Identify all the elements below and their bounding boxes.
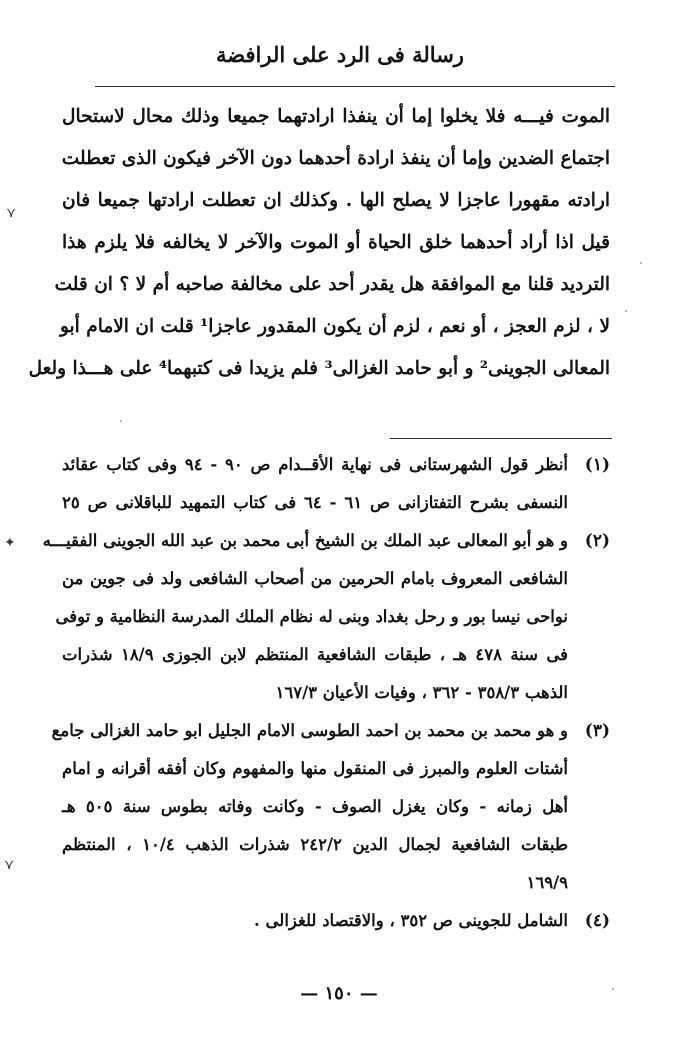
text-line: قيل اذا أراد أحدهما خلق الحياة أو الموت والآخر لا يخالفه فلا يلزم هذا [62,232,610,253]
footnote-1 [62,446,610,522]
footnote-line: النسفى بشرح التفتازانى ص ٦١ - ٦٤ فى كتاب التمهيد للباقلانى ص ٢٥ [62,493,568,512]
header-rule [95,86,615,87]
footnotes [42,446,610,940]
scan-speck [625,310,627,312]
footnote-2 [42,522,610,712]
scan-speck [612,988,614,990]
text-line: لا ، لزم العجز ، أو نعم ، لزم أن يكون المقدور عاجزا¹ قلت ان الامام أبو [59,316,610,337]
footnote-line: أشتات العلوم والمبرز فى المنقول منها والمفهوم وكان أفقه أقرانه و امام [62,759,568,778]
margin-mark: ⋎ [4,857,15,873]
footnote-line: و هو محمد بن محمد بن احمد الطوسى الامام الجليل ابو حامد الغزالى جامع [51,721,568,740]
footnote-separator [390,438,612,439]
footnote-line: أنظر قول الشهرستانى فى نهاية الأقــدام ص ٩٠ - ٩٤ وفى كتاب عقائد [62,455,568,474]
footnote-line: أهل زمانه - وكان يغزل الصوف - وكانت وفاته بطوس سنة ٥٠٥ هـ [62,797,568,816]
scan-speck [120,420,122,422]
scan-speck [640,262,642,264]
footnote-line: الشافعى المعروف بامام الحرمين من أصحاب الشافعى ولد فى جوين من [62,569,568,588]
text-line: المعالى الجوينى² و أبو حامد الغزالى³ فلم يزيدا فى كتبهما⁴ على هـــذا ولعل [28,358,610,379]
text-line: الموت فيـــه فلا يخلوا إما أن ينفذا ارادتهما جميعا وذلك محال لاستحال [62,106,610,127]
footnote-number: (٤) [584,911,610,931]
footnote-4 [62,902,610,940]
margin-mark: ⋎ [6,205,17,221]
footnote-line: طبقات الشافعية لجمال الدين ٢٤٢/٢ شذرات الذهب ١٠/٤ ، المنتظم [62,835,568,854]
footnote-line: و هو أبو المعالى عبد الملك بن الشيخ أبى محمد بن عبد الله الجوينى الفقيـــه [42,531,568,550]
footnote-number: (١) [584,455,610,475]
footnote-line: الذهب ٣٥٨/٣ - ٣٦٢ ، وفيات الأعيان ١٦٧/٣ [275,683,568,702]
main-text [28,96,610,390]
footnote-line: نواحى نيسا بور و رحل بغداد وبنى له نظام الملك المدرسة النظامية و توفى [55,607,568,626]
footnote-number: (٣) [584,721,610,741]
text-line: ارادته مقهورا عاجزا لا يصلح الها . وكذلك ان تعطلت ارادتها جميعا فان [62,190,610,211]
margin-mark: ✦ [4,535,16,551]
running-head: رسالة فى الرد على الرافضة [216,42,464,67]
text-line: اجتماع الضدين وإما أن ينفذ ارادة أحدهما دون الآخر فيكون الذى تعطلت [61,148,610,169]
footnote-line: الشامل للجوينى ص ٣٥٢ ، والاقتصاد للغزالى . [254,911,568,930]
footnote-line: ١٦٩/٩ [526,873,568,892]
footnote-line: فى سنة ٤٧٨ هـ ، طبقات الشافعية المنتظم لابن الجوزى ١٨/٩ شذرات [62,645,568,664]
page-number: — ١٥٠ — [300,983,378,1004]
footnote-3 [51,712,610,902]
footnote-number: (٢) [584,531,610,551]
text-line: الترديد قلنا مع الموافقة هل يقدر أحد على مخالفة صاحبه أم لا ؟ ان قلت [54,274,610,295]
